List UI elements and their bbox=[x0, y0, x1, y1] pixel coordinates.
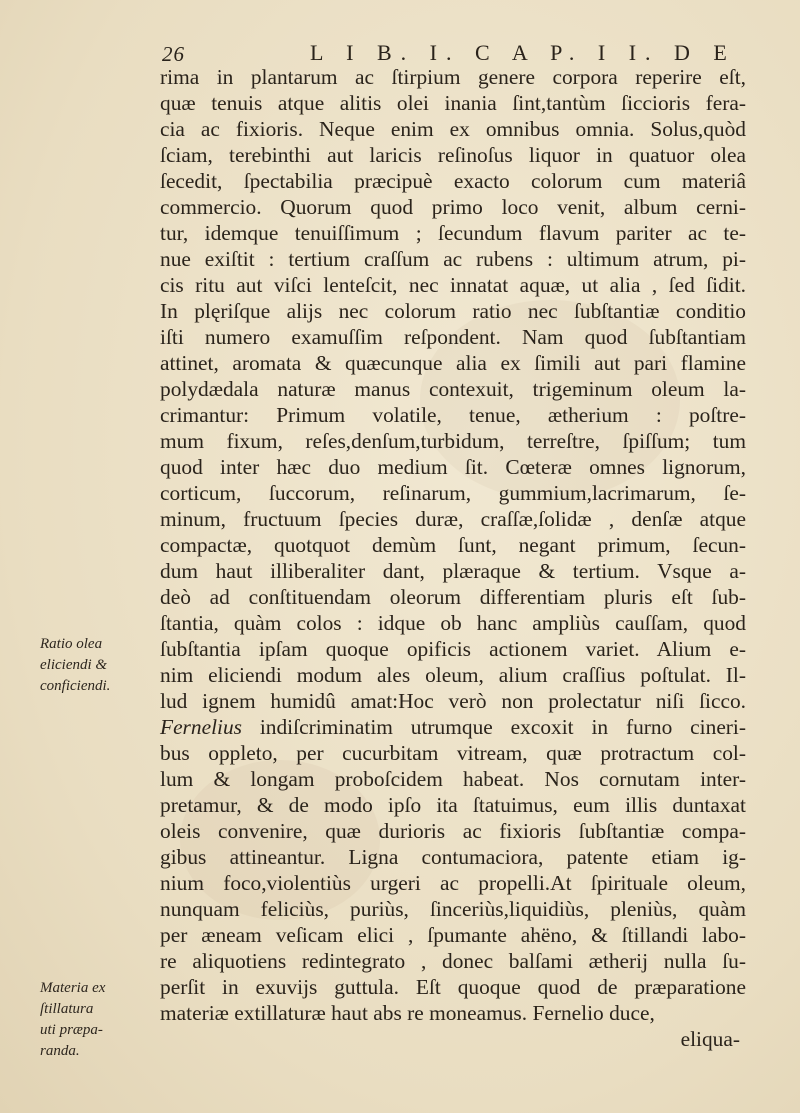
text-line: per æneam veſicam elici , ſpumante ahëno, & ſtillandi labo- bbox=[160, 923, 746, 947]
text-line: nunquam feliciùs, puriùs, ſinceriùs,liquidiùs, pleniùs, quàm bbox=[160, 897, 746, 921]
text-line: perſit in exuvijs guttula. Eſt quoque quod de præparatione bbox=[160, 975, 746, 999]
text-line: Fernelius indiſcriminatim utrumque excoxit in furno cineri- bbox=[160, 715, 746, 739]
text-line: iſti numero examuſſim reſpondent. Nam quod ſubſtantiam bbox=[160, 325, 746, 349]
text-line: nim eliciendi modum ales oleum, alium craſſius poſtulat. Il- bbox=[160, 663, 746, 687]
text-line: commercio. Quorum quod primo loco venit, album cerni- bbox=[160, 195, 746, 219]
text-line: lum & longam proboſcidem habeat. Nos cornutam inter- bbox=[160, 767, 746, 791]
text-line: ſtantia, quàm colos : idque ob hanc ampliùs cauſſam, quod bbox=[160, 611, 746, 635]
margin-note-line: Ratio olea bbox=[40, 636, 103, 652]
text-line: ſecedit, ſpectabilia præcipuè exacto colorum cum materiâ bbox=[160, 169, 746, 193]
text-line: dum haut illiberaliter dant, plæraque & tertium. Vsque a- bbox=[160, 559, 746, 583]
text-line: cis ritu aut viſci lenteſcit, nec innatat aquæ, ut alia , ſed ſidit. bbox=[160, 273, 746, 297]
catchword: eliqua- bbox=[680, 1027, 740, 1051]
text-line: nue exiſtit : tertium craſſum ac rubens : ultimum atrum, pi- bbox=[160, 247, 746, 271]
text-line: bus oppleto, per cucurbitam vitream, quæ protractum col- bbox=[160, 741, 746, 765]
text-line: cia ac fixioris. Neque enim ex omnibus omnia. Solus,quòd bbox=[160, 117, 746, 141]
margin-note-line: conficiendi. bbox=[40, 678, 111, 694]
margin-note-line: eliciendi & bbox=[40, 657, 108, 673]
text-line: quod inter hæc duo medium ſit. Cœteræ omnes lignorum, bbox=[160, 455, 746, 479]
text-line: minum, fructuum ſpecies duræ, craſſæ,ſolidæ , denſæ atque bbox=[160, 507, 746, 531]
text-line: nium foco,violentiùs urgeri ac propelli.At ſpirituale oleum, bbox=[160, 871, 746, 895]
margin-note-ratio-olea bbox=[40, 634, 158, 697]
text-line: ſubſtantia ipſam quoque opificis actionem variet. Alium e- bbox=[160, 637, 746, 661]
margin-note-line: ſtillatura bbox=[40, 1001, 94, 1017]
text-line: attinet, aromata & quæcunque alia ex ſimili aut pari flamine bbox=[160, 351, 746, 375]
text-line: In plęriſque alijs nec colorum ratio nec ſubſtantiæ conditio bbox=[160, 299, 746, 323]
text-line: lud ignem humidû amat:Hoc verò non prolectatur niſi ſicco. bbox=[160, 689, 746, 713]
text-line: ſciam, terebinthi aut laricis reſinoſus liquor in quatuor olea bbox=[160, 143, 746, 167]
text-line: compactæ, quotquot demùm ſunt, negant primum, ſecun- bbox=[160, 533, 746, 557]
margin-note-line: Materia ex bbox=[40, 980, 106, 996]
margin-note-line: randa. bbox=[40, 1043, 80, 1059]
text-line: materiæ extillaturæ haut abs re moneamus. Fernelio duce, bbox=[160, 1001, 655, 1025]
text-line: rima in plantarum ac ſtirpium genere corpora reperire eſt, bbox=[160, 65, 746, 89]
text-line: quæ tenuis atque alitis olei inania ſint,tantùm ſiccioris fera- bbox=[160, 91, 746, 115]
text-line: corticum, ſuccorum, reſinarum, gummium,lacrimarum, ſe- bbox=[160, 481, 746, 505]
text-line: re aliquotiens redintegrato , donec balſami ætherij nulla ſu- bbox=[160, 949, 746, 973]
text-line: gibus attineantur. Ligna contumaciora, patente etiam ig- bbox=[160, 845, 746, 869]
text-line: pretamur, & de modo ipſo ita ſtatuimus, eum illis duntaxat bbox=[160, 793, 746, 817]
margin-note-line: uti præpa- bbox=[40, 1022, 103, 1038]
text-line: oleis convenire, quæ durioris ac fixioris ſubſtantiæ compa- bbox=[160, 819, 746, 843]
text-line: polydædala naturæ manus contexuit, trigeminum oleum la- bbox=[160, 377, 746, 401]
text-line: tur, idemque tenuiſſimum ; ſecundum flavum pariter ac te- bbox=[160, 221, 746, 245]
text-line: mum fixum, reſes,denſum,turbidum, terreſtre, ſpiſſum; tum bbox=[160, 429, 746, 453]
text-line: deò ad conſtituendam oleorum differentiam pluris eſt ſub- bbox=[160, 585, 746, 609]
margin-note-materia bbox=[40, 978, 158, 1062]
text-line: crimantur: Primum volatile, tenue, ætherium : poſtre- bbox=[160, 403, 746, 427]
body-text bbox=[160, 64, 746, 1052]
running-title: L I B. I. C A P. I I. D E bbox=[310, 40, 736, 65]
page-number: 26 bbox=[162, 42, 185, 66]
